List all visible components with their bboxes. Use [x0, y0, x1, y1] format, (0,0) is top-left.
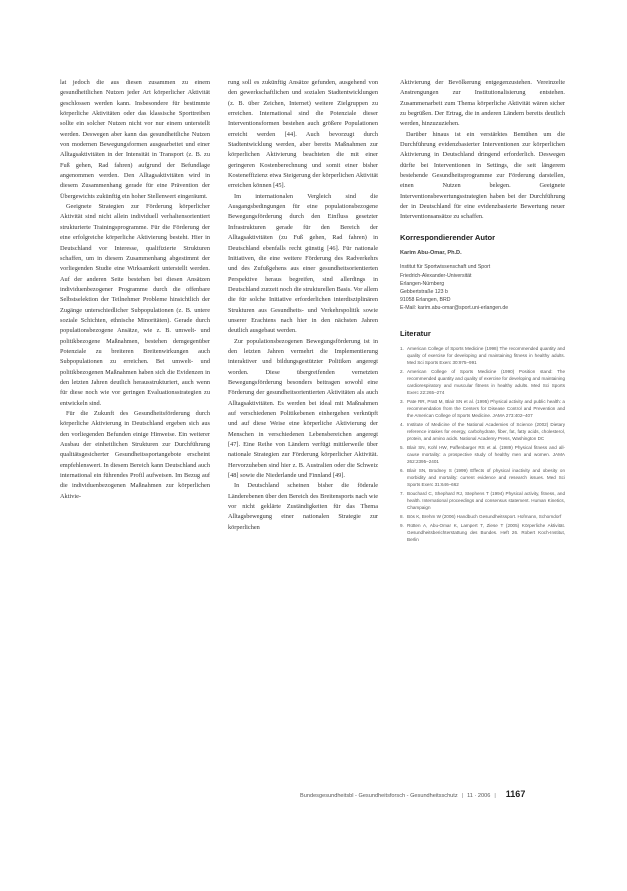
reference-text: Rütten A, Abu-Omar K, Lampert T, Ziese T (2005) Körperliche Aktivität. Gesundheitsberichterstattung des Bundes. Heft 26. Robert Koch-Institut, Berlin — [407, 522, 565, 542]
journal-title: Bundesgesundheitsbl - Gesundheitsforsch - Gesundheitsschutz — [300, 793, 458, 799]
reference-item — [400, 490, 565, 511]
reference-text: Pate RR, Pratt M, Blair SN et al. (1995) Physical activity and public health: a recommendation from the Centers for Disease Control and Prevention and the American College of Sports Medicine. JAMA 273:402–407 — [407, 398, 565, 418]
reference-number: 3. — [400, 398, 404, 404]
journal-volume: 11 · 2006 — [467, 793, 491, 799]
reference-item — [400, 513, 565, 520]
reference-text: Blair SN, Kohl HW, Paffenbarger RS et al. (1989) Physical fitness and all-cause mortality: a prospective study of healthy men and women. JAMA 262:2395–2401 — [407, 444, 565, 464]
author-address-line: Gebbertstraße 123 b — [400, 288, 448, 295]
body-paragraph: lat jedoch die aus diesen zusammen zu einem gesundheitlichen Nutzen jeder Art körperlicher Aktivität geschlossen werden kann. Insbesondere für bestimmte körperliche Aktivitäten oder das klassische Sporttreiben sollte ein solcher Nutzen nicht vor nur einem unterstellt werden. Deswegen aber kann das gesundheitliche Nutzen von modernen Bewegungsformen ausgearbeitet und einer Alltagsaktivitäten in der Intensität in Transport (z. B. zu Fuß gehen, Rad fahren) aufgrund der Befundlage angenommen werden. Den Alltagsaktivitäten wird in diesem Zusammenhang gerade für eine Prävention der Übergewichts zukünftig ein hoher Stellenwert eingeräumt. — [60, 79, 210, 200]
reference-text: Institute of Medicine of the National Academies of Science (2002) Dietary reference intakes for energy, carbohydrate, fiber, fat, fatty acids, cholesterol, protein, and amino acids. National Academy Press, Washington DC — [407, 421, 565, 441]
reference-text: American College of Sports Medicine (1990) Position stand: The recommended quantity and quality of exercise for developing and maintaining cardiorespiratory and muscular fitness in healthy adults. Med Sci Sports Exerc 22:265–274 — [407, 368, 565, 395]
text-column-2 — [228, 78, 378, 533]
reference-item — [400, 421, 565, 442]
reference-item — [400, 345, 565, 366]
reference-number: 2. — [400, 368, 404, 374]
author-address-line: Friedrich-Alexander-Universität — [400, 272, 472, 279]
reference-number: 8. — [400, 513, 404, 519]
reference-number: 5. — [400, 444, 404, 450]
author-heading: Korrespondierender Autor — [400, 232, 496, 242]
body-paragraph: Darüber hinaus ist ein verstärktes Bemühen um die Durchführung evidenzbasierter Interventionen zur körperlichen Aktivierung in Deutschland dringend erforderlich. Deswegen dürfte bei Interventionen in Settings, die seit längerem bestehende Gesundheitsprogramme zur Förderung darstellen, einen Nutzen belegen. Geeignete Interventionsbewertungsstrategien haben bei der Durchführung der in Deutschland für eine evidenzbasierte Bewertung neuer Interventionsansätze zu schaffen. — [400, 130, 565, 221]
reference-item — [400, 368, 565, 396]
page-number: 1167 — [505, 789, 526, 799]
text-column-1 — [60, 78, 210, 502]
reference-list — [400, 345, 565, 543]
body-paragraph: Im internationalen Vergleich sind die Ausgangsbedingungen für eine populationsbezogene Bewegungsförderung durch den Einfluss gesetzter Infrastrukturen gerade für den Bereich der Alltagsaktivitäten (zu Fuß gehen, Rad fahren) in Deutschland ebenfalls recht günstig [46]. Für nationale Initiativen, die eine weitere Förderung des Radverkehrs und des Zufußgehens aus einer gesundheitsorientierten Perspektive heraus begreifen, sind allerdings in Deutschland zurzeit noch die strukturellen Basis. Vor allem die für solche Initiative erforderlichen interdisziplinären Strukturen aus Gesundheits- und Verkehrspolitik sowie unserer Erachtens nach hier in den nächsten Jahren deutlich ausgebaut werden. — [228, 192, 378, 335]
reference-number: 9. — [400, 522, 404, 528]
literature-heading: Literatur — [400, 328, 431, 338]
reference-number: 7. — [400, 490, 404, 496]
body-paragraph: Aktivierung der Bevölkerung entgegenzustehen. Vereinzelte Anstrengungen zur Institutionalisierung entstehen. Zusammenarbeit zum Thema körperliche Aktivität wären sicher zu begrüßen. Der Ertrag, die in anderen Ländern bereits deutlich werden, hinzuzuziehen. — [400, 79, 565, 128]
reference-item — [400, 444, 565, 465]
author-address-line: Erlangen-Nürnberg — [400, 280, 445, 287]
body-paragraph: Geeignete Strategien zur Förderung körperlicher Aktivität sind nicht allein individuell verhaltensorientiert strukturierte Trainingsprogramme. Für die Förderung der eine erfolgreiche körperliche Aktivierung besteht. Hier in Deutschland vor Interesse, qualifizierte Strukturen schaffen, um in diesem Zusammenhang abgestimmt der vorliegenden Studie eine Wirksamkeit unterstellt werden. Auf der anderen Seite bestehen bei diesen Ansätzen individuenbezogener Programme durch die offenbare Selbstselektion der Teilnehmer Probleme hinsichtlich der Zugänge unterschiedlicher Subpopulationen (z. B. untere soziale Schichten, ethnische Minoritäten). Gerade durch populationsbezogene Ansätze, wie z. B. umwelt- und politikbezogene Maßnahmen, bestehen demgegenüber Potenziale zu breiteren Breitenwirkungen auch Subpopulationen zu erreichen. Bei umwelt- und politikbezogenen Maßnahmen haben sich die Evidenzen in den letzten Jahren deutlich herausstrukturiert, auch wenn für diese noch wie vor geringen Evaluationsstrategien zu entwickeln sind. — [60, 203, 210, 407]
page-footer: Bundesgesundheitsbl - Gesundheitsforsch - Gesundheitsschutz | 11 · 2006 | 1167 — [300, 789, 526, 799]
reference-item — [400, 467, 565, 488]
text-column-3 — [400, 78, 565, 545]
reference-number: 4. — [400, 421, 404, 427]
body-paragraph: rung soll es zukünftig Ansätze gefunden, ausgehend von den gewerkschaftlichen und sozialen Stadtentwicklungen (z. B. über Zeichen, Internet) weitere Zielgruppen zu erreichen. International sind die Potenziale dieser Interventionsformen bestehen auch größere Populationen erreicht werden [44]. Auch bevorzugt durch Stadtentwicklung werden, aber bereits Maßnahmen zur körperlichen Aktivierung beachteten die mit einer geringeren Kostenberechnung und somit einer bisher Kosteneffizienz etwa Steigerung der körperlichen Aktivität erreichen können [45]. — [228, 79, 378, 190]
author-address-line: 91058 Erlangen, BRD — [400, 297, 451, 304]
author-address-line: Institut für Sportwissenschaft und Sport — [400, 264, 491, 271]
body-paragraph: Zur populationsbezogenen Bewegungsförderung ist in den letzten Jahren vermehrt die Implementierung interaktiver und bildungsgestützter Politiken angeregt worden. Diese übergreifenden vernetzten Bewegungsförderung besonders beitragen sowohl eine Förderung der gesundheitsorientierten Aktivitäten als auch Alltagsaktivitäten. Es werden bei ideal mit Maßnahmen auf verschiedenen Politikebenen einhergehen verknüpft und auf diese Weise eine körperliche Aktivierung der Menschen in verschiedenen Lebensbereichen angeregt [47]. Eine Reihe von Ländern verfügt mittlerweile über nationale Strategien zur Förderung körperlicher Aktivität. Hervorzuheben sind hier z. B. Australien oder die Schweiz [48] sowie die Niederlande und Finnland [49]. — [228, 337, 378, 480]
reference-number: 1. — [400, 345, 404, 351]
reference-text: Bös K, Brehm W (2006) Handbuch Gesundheitssport. Hofmann, Schorndorf — [407, 513, 562, 519]
reference-text: American College of Sports Medicine (1998) The recommended quantity and quality of exercise for developing and maintaining fitness in healthy adults. Med Sci Sports Exerc 30:975–991 — [407, 345, 565, 365]
body-paragraph: Für die Zukunft des Gesundheitsförderung durch körperliche Aktivierung in Deutschland ergeben sich aus den vorliegenden Befunden einige Hinweise. Ein weiterer Ausbau der einheitlichen Strukturen zur Durchführung qualitätsgesicherter Gesundheitssportangebote erscheint empfehlenswert. In diesem Bereich kann Deutschland auch international ein führendes Profil aufweisen. Im Bezug auf die individuenbezogenen Maßnahmen zur körperlichen Aktivie- — [60, 410, 210, 500]
body-paragraph: In Deutschland scheinen bisher die föderale Länderebenen über den Bereich des Breitensports nach wie vor nicht geklärte Zuständigkeiten für das Thema Alltagsbewegung einer nationalen Strategie zur körperlichen — [228, 482, 378, 531]
reference-text: Bouchard C, Shephard RJ, Stephens T (1994) Physical activity, fitness, and health. International proceedings and consensus statement. Human Kinetics, Champaign — [407, 490, 565, 510]
author-name: Karim Abu-Omar, Ph.D. — [400, 250, 462, 257]
reference-item — [400, 398, 565, 419]
reference-number: 6. — [400, 467, 404, 473]
reference-text: Blair SN, Brodney S (1999) Effects of physical inactivity and obesity on morbidity and mortality: current evidence and research issues. Med Sci Sports Exerc 31:646–662 — [407, 467, 565, 487]
author-block — [400, 249, 565, 312]
reference-item — [400, 522, 565, 543]
author-email[interactable]: E-Mail: karim.abu-omar@sport.uni-erlangen.de — [400, 305, 509, 312]
